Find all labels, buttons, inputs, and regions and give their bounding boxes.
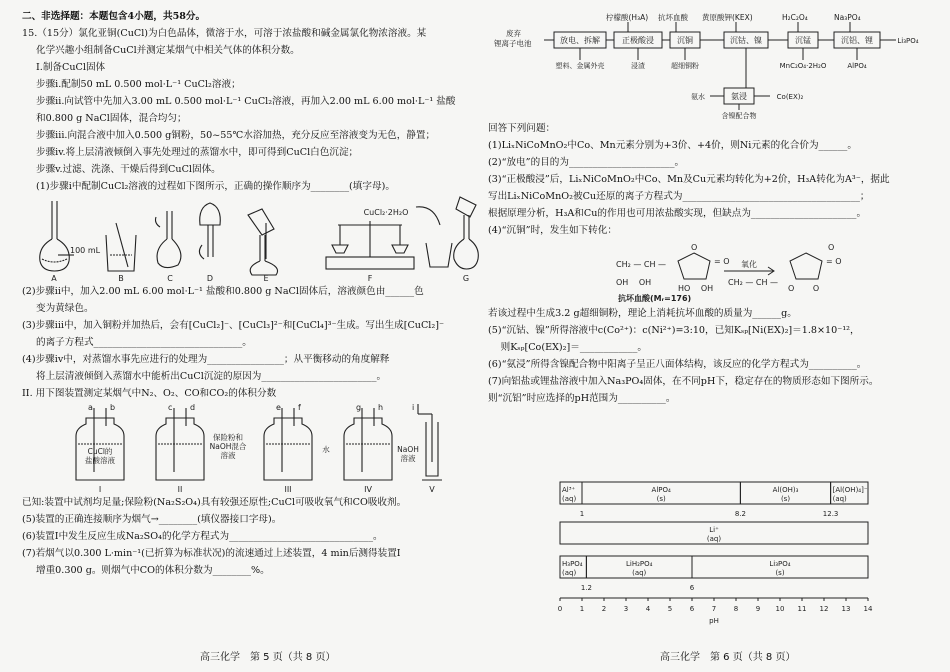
- flask-volume-label: 100 mL: [70, 246, 101, 255]
- port-e: e: [276, 403, 281, 412]
- q16-line: 则“沉铝”时应选择的pH范围为__________。: [488, 393, 676, 404]
- flow-start-1: 废弃: [506, 29, 521, 38]
- wash-bottle-4: [344, 408, 392, 480]
- reagent-phosphate: Na₃PO₄: [834, 13, 861, 22]
- roman-1: I: [98, 485, 102, 494]
- phosphate-row-species-label: LiH₂PO₄: [625, 560, 653, 568]
- q15-part-2-heading: II. 用下图装置测定某烟气中N₂、O₂、CO和CO₂的体积分数: [22, 388, 277, 399]
- port-f: f: [298, 403, 301, 412]
- port-b: b: [110, 403, 116, 412]
- fig-label-a: A: [51, 274, 57, 283]
- product-co-ex2: Co(EX)₂: [776, 93, 804, 101]
- fig-label-b: B: [118, 274, 124, 283]
- port-i: i: [412, 403, 415, 412]
- al-row-species-label: (s): [656, 495, 666, 503]
- volumetric-flask-icon: [40, 201, 74, 271]
- q16-line: 写出LiₓNiCoMnO₂被Cu还原的离子方程式为_____________________________________；: [488, 191, 870, 202]
- process-flow-diagram: [488, 10, 938, 120]
- al-boundary-value: 8.2: [734, 510, 746, 518]
- q16-line: 则Kₛₚ[Co(EX)₂]＝____________。: [488, 342, 647, 353]
- phosphate-row-species-label: H₃PO₄: [562, 560, 583, 568]
- q15-subheading: I.制备CuCl固体: [36, 62, 106, 73]
- reagent-label-4: NaOH: [397, 445, 419, 454]
- reagent-ammonia: 氨水: [691, 93, 705, 101]
- ascorbic-acid-caption: 抗坏血酸(Mᵣ=176): [618, 294, 692, 303]
- ph-tick-label: 3: [623, 605, 629, 613]
- q15-line: 化学兴趣小组制备CuCl并测定某烟气中相关气体的体积分数。: [36, 45, 300, 56]
- byproduct-residue: 浸渣: [631, 62, 645, 70]
- graduated-cylinder-icon: [418, 404, 442, 480]
- roman-4: IV: [364, 485, 372, 494]
- struct-left-chain: CH₂ — CH —: [616, 260, 667, 269]
- box-label-acid-leach: 正极酸浸: [622, 36, 654, 45]
- q15-line: 步骤iv.将上层清液倾倒入事先处理过的蒸馏水中，即可得到CuCl白色沉淀；: [36, 147, 359, 158]
- li-row-species-label: (aq): [706, 535, 722, 543]
- fig-label-e: E: [263, 274, 269, 283]
- reagent-citric: 柠檬酸(H₃A): [606, 13, 649, 22]
- q15-line: 步骤ii.向试管中先加入3.00 mL 0.500 mol·L⁻¹ CuCl₂溶液，再加入2.00 mL 6.00 mol·L⁻¹ 盐酸: [36, 96, 456, 107]
- reagent-label-1b: 盐酸溶液: [85, 456, 115, 465]
- salt-label: CuCl₂·2H₂O: [363, 208, 409, 217]
- product-mn-oxalate: MnC₂O₄·2H₂O: [779, 62, 827, 70]
- flask-inverting-icon: [199, 203, 220, 259]
- q16-question-7: (7)向铝盐或锂盐溶液中加入Na₃PO₄固体，在不同pH下，稳定存在的物质形态如下图所示。: [488, 376, 879, 387]
- ph-tick-label: 8: [733, 605, 739, 613]
- fig-label-g: G: [462, 274, 470, 283]
- port-c: c: [168, 403, 173, 412]
- ph-tick-label: 4: [645, 605, 651, 613]
- ph-tick-label: 11: [797, 605, 807, 613]
- page-footer-left: 高三化学 第 5 页（共 8 页）: [200, 652, 336, 663]
- q15-line: 将上层清液倾倒入蒸馏水中能析出CuCl沉淀的原因为________________________。: [36, 371, 387, 382]
- reagent-label-3: 水: [322, 445, 330, 454]
- flow-start-2: 锂离子电池: [494, 39, 532, 48]
- gas-bottle-figure: [42, 402, 482, 494]
- reagent-kex: 黄原酸钾(KEX): [702, 13, 753, 22]
- struct-right-chain: CH₂ — CH —: [728, 278, 779, 287]
- reagent-oxalic: H₂C₂O₄: [782, 13, 808, 22]
- q16-question-6: (6)“氨浸”所得含镍配合物中阳离子呈正八面体结构，该反应的化学方程式为__________。: [488, 359, 867, 370]
- ph-species-diagram: [546, 480, 886, 630]
- ph-tick-label: 7: [711, 605, 717, 613]
- al-row-species-label: AlPO₄: [651, 486, 671, 494]
- ascorbic-acid-oxidation-figure: [488, 239, 938, 305]
- box-label-co-ni: 沉钴、镍: [730, 36, 762, 45]
- q15-line: 增重0.300 g。则烟气中CO的体积分数为________%。: [36, 565, 270, 576]
- roman-2: II: [177, 485, 183, 494]
- box-label-ammonia: 氨浸: [731, 92, 747, 101]
- q15-question-5: (5)装置的正确连接顺序为烟气→________(填仪器接口字母)。: [22, 514, 282, 525]
- box-label-discharge: 放电、拆解: [560, 36, 600, 45]
- struct-left-enol: HO OH: [678, 284, 714, 293]
- ph-tick-label: 1: [579, 605, 585, 613]
- roman-3: III: [284, 485, 292, 494]
- ph-tick-label: 9: [755, 605, 761, 613]
- q15-line: 变为黄绿色。: [36, 303, 94, 314]
- q15-line: 步骤i.配制50 mL 0.500 mol·L⁻¹ CuCl₂溶液；: [36, 79, 241, 90]
- fig-label-f: F: [367, 274, 373, 283]
- ph-tick-label: 10: [775, 605, 785, 613]
- q16-question-5: (5)“沉钴、镍”所得溶液中c(Co²⁺)：c(Ni²⁺)=3:10，已知Kₛₚ[Ni(EX)₂]＝1.8×10⁻¹²，: [488, 325, 860, 336]
- q15-question-2: (2)步骤ii中，加入2.00 mL 6.00 mol·L⁻¹ 盐酸和0.800 g NaCl固体后，溶液颜色由______色: [22, 286, 424, 297]
- product-cu-powder: 超细铜粉: [671, 62, 699, 70]
- al-row-species-label: Al³⁺: [562, 486, 576, 494]
- q15-given-info: 已知:装置中试剂均足量;保险粉(Na₂S₂O₄)具有较强还原性;CuCl可吸收氧气和CO吸收剂。: [22, 497, 407, 508]
- li-row-species-label: Li⁺: [709, 526, 719, 534]
- section-heading: 二、非选择题：本题包含4小题，共58分。: [22, 11, 206, 22]
- reagent-label-2b: NaOH混合: [209, 442, 247, 451]
- ph-tick-label: 6: [689, 605, 695, 613]
- wash-bottle-3: [264, 408, 312, 480]
- ph-tick-label: 14: [863, 605, 873, 613]
- q15-line: 步骤v.过滤、洗涤、干燥后得到CuCl固体。: [36, 164, 221, 175]
- port-a: a: [88, 403, 93, 412]
- al-row-species-label: [Al(OH)₄]⁻: [832, 486, 868, 494]
- q15-question-1: (1)步骤i中配制CuCl₂溶液的过程如下图所示，正确的操作顺序为________(填字母)。: [36, 181, 395, 192]
- struct-left-o: O: [691, 243, 698, 252]
- q15-question-7: (7)若烟气以0.300 L·min⁻¹(已折算为标准状况)的流速通过上述装置，4 min后测得装置I: [22, 548, 401, 559]
- q15-line: 的离子方程式_______________________________。: [36, 337, 252, 348]
- al-boundary-value: 1: [579, 510, 585, 518]
- product-ni-complex: 含镍配合物: [721, 112, 757, 120]
- flask-topping-up-icon: [454, 197, 479, 269]
- q16-question-2: (2)“放电”的目的为______________________。: [488, 157, 685, 168]
- phosphate-row-species-label: (aq): [562, 569, 577, 577]
- al-row-species-label: Al(OH)₃: [772, 486, 799, 494]
- box-label-mn: 沉锰: [795, 36, 811, 45]
- al-boundary-value: 12.3: [822, 510, 839, 518]
- ph-tick-label: 2: [601, 605, 607, 613]
- q15-line: 15.（15分）氯化亚铜(CuCl)为白色晶体，微溶于水，可溶于浓盐酸和碱金属氯化物浓溶液。某: [22, 28, 427, 39]
- solution-prep-figure: [30, 195, 480, 283]
- q16-answer-prompt: 回答下列问题：: [488, 123, 556, 134]
- fig-label-c: C: [167, 274, 173, 283]
- reagent-label-2: 保险粉和: [213, 433, 243, 442]
- q16-question-3: (3)“正极酸浸”后，LiₓNiCoMnO₂中Co、Mn及Cu元素均转化为+2价，H₃A转化为A³⁻，据此: [488, 174, 890, 185]
- q16-question-4: (4)“沉铜”时，发生如下转化：: [488, 225, 617, 236]
- port-h: h: [378, 403, 384, 412]
- ph-tick-label: 13: [841, 605, 851, 613]
- box-label-cu: 沉铜: [677, 36, 693, 45]
- ph-axis-title: pH: [709, 617, 719, 625]
- product-li3po4: Li₃PO₄: [897, 37, 919, 45]
- oxidation-arrow-label: 氧化: [741, 260, 757, 269]
- q15-question-3: (3)步骤iii中，加入铜粉并加热后，会有[CuCl₂]⁻、[CuCl₃]²⁻和[CuCl₄]³⁻生成。写出生成[CuCl₂]⁻: [22, 320, 445, 331]
- al-row-species-label: (aq): [562, 495, 577, 503]
- struct-right-o: O: [828, 243, 835, 252]
- q16-question-1: (1)LiₓNiCoMnO₂中Co、Mn元素分别为+3价、+4价，则Ni元素的化合价为______。: [488, 140, 857, 151]
- phosphate-row-species-label: Li₃PO₄: [769, 560, 791, 568]
- struct-right-dione: O O: [788, 284, 820, 293]
- al-row-species-label: (aq): [832, 495, 847, 503]
- product-alpo4: AlPO₄: [847, 62, 867, 70]
- q15-question-6: (6)装置I中发生反应生成Na₂SO₄的化学方程式为______________________________。: [22, 531, 383, 542]
- ph-tick-label: 0: [557, 605, 563, 613]
- phosphate-boundary-value: 1.2: [580, 584, 592, 592]
- q15-question-4: (4)步骤iv中，对蒸馏水事先应进行的处理为________________；从平衡移动的角度解释: [22, 354, 390, 365]
- q16-line: 根据原理分析，H₃A和Cu的作用也可用浓盐酸实现，但缺点为______________________。: [488, 208, 867, 219]
- beaker-stirring-icon: [106, 223, 136, 271]
- port-g: g: [356, 403, 362, 412]
- q16-line: 若该过程中生成3.2 g超细铜粉，理论上消耗抗坏血酸的质量为______g。: [488, 308, 797, 319]
- phosphate-row-species-label: (aq): [632, 569, 647, 577]
- ph-tick-label: 5: [667, 605, 673, 613]
- q15-line: 和0.800 g NaCl固体，混合均匀；: [36, 113, 187, 124]
- box-label-al-li: 沉铝、锂: [841, 36, 873, 45]
- right-page: [480, 0, 950, 672]
- port-d: d: [190, 403, 196, 412]
- reagent-label-1: CuCl的: [87, 447, 113, 456]
- wash-bottle-1: [76, 408, 124, 480]
- fig-label-d: D: [206, 274, 214, 283]
- page-footer-right: 高三化学 第 6 页（共 8 页）: [660, 652, 796, 663]
- ph-tick-label: 12: [819, 605, 829, 613]
- q15-line: 步骤iii.向混合液中加入0.500 g铜粉，50~55℃水浴加热，充分反应至溶液变为无色，静置；: [36, 130, 436, 141]
- al-row-species-label: (s): [780, 495, 791, 503]
- flask-shaking-icon: [156, 211, 181, 268]
- struct-left-oh: OH OH: [616, 278, 652, 287]
- transfer-pour-icon: [248, 209, 278, 275]
- reagent-label-2c: 溶液: [220, 451, 236, 460]
- struct-left-co: = O: [714, 257, 730, 266]
- reagent-ascorbic: 抗坏血酸: [658, 13, 688, 22]
- byproduct-shell: 塑料、金属外壳: [555, 62, 605, 70]
- reagent-label-4b: 溶液: [400, 454, 416, 463]
- struct-right-co: = O: [826, 257, 842, 266]
- phosphate-row-species-label: (s): [775, 569, 785, 577]
- phosphate-boundary-value: 6: [689, 584, 695, 592]
- roman-5: V: [429, 485, 435, 494]
- wash-bottle-2: [156, 408, 204, 480]
